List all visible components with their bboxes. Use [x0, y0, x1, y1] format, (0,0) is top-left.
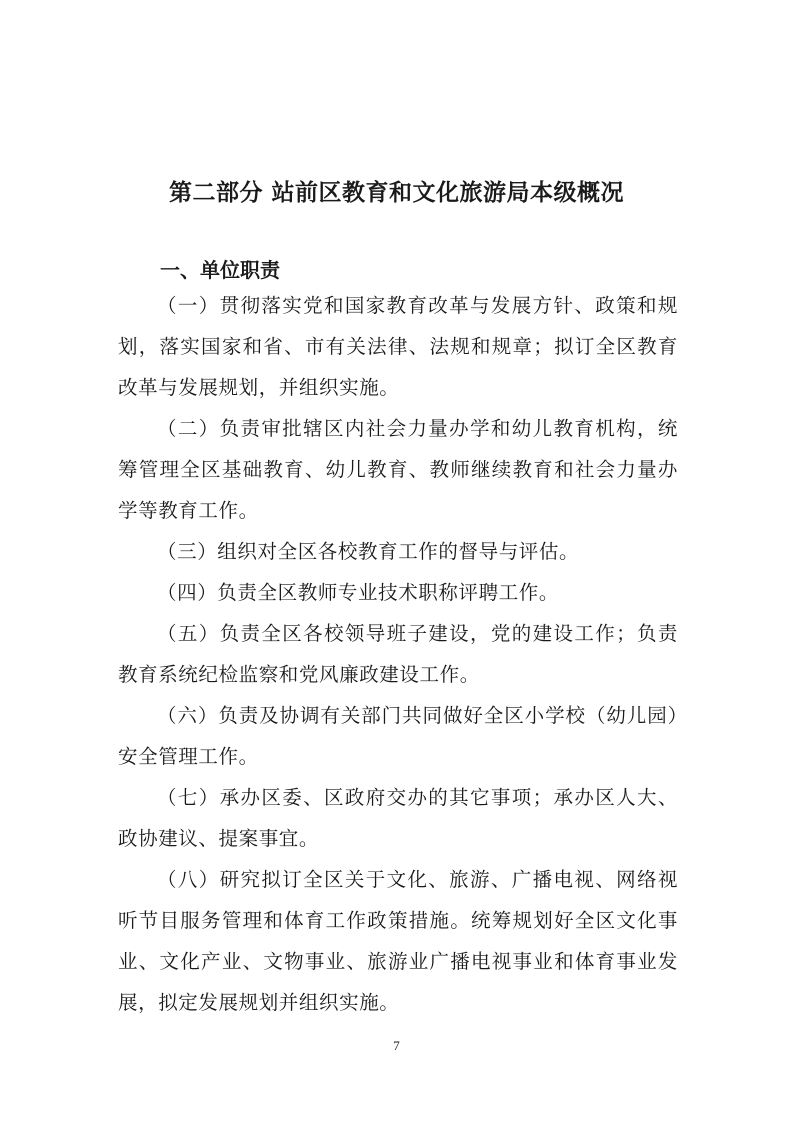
paragraph-duty-3: （三）组织对全区各校教育工作的督导与评估。	[157, 540, 580, 563]
body-text	[118, 285, 678, 1023]
paragraph-duty-2: （二）负责审批辖区内社会力量办学和幼儿教育机构，统筹管理全区基础教育、幼儿教育、教师继续教育和社会力量办学等教育工作。	[118, 417, 678, 522]
section-heading: 一、单位职责	[160, 258, 280, 282]
paragraph-duty-4: （四）负责全区教师专业技术职称评聘工作。	[157, 581, 560, 604]
paragraph-duty-8: （八）研究拟订全区关于文化、旅游、广播电视、网络视听节目服务管理和体育工作政策措施。统筹规划好全区文化事业、文化产业、文物事业、旅游业广播电视事业和体育事业发展，拟定发展规划并组织实施。	[118, 868, 678, 1014]
page-title: 第二部分 站前区教育和文化旅游局本级概况	[168, 180, 624, 206]
paragraph-duty-1: （一）贯彻落实党和国家教育改革与发展方针、政策和规划，落实国家和省、市有关法律、法规和规章；拟订全区教育改革与发展规划，并组织实施。	[118, 294, 678, 399]
paragraph-duty-5: （五）负责全区各校领导班子建设，党的建设工作；负责教育系统纪检监察和党风廉政建设工作。	[118, 622, 678, 686]
paragraph-duty-7: （七）承办区委、区政府交办的其它事项；承办区人大、政协建议、提案事宜。	[118, 786, 678, 850]
paragraph-duty-6: （六）负责及协调有关部门共同做好全区小学校（幼儿园）安全管理工作。	[118, 704, 678, 768]
page-number: 7	[393, 1038, 400, 1053]
